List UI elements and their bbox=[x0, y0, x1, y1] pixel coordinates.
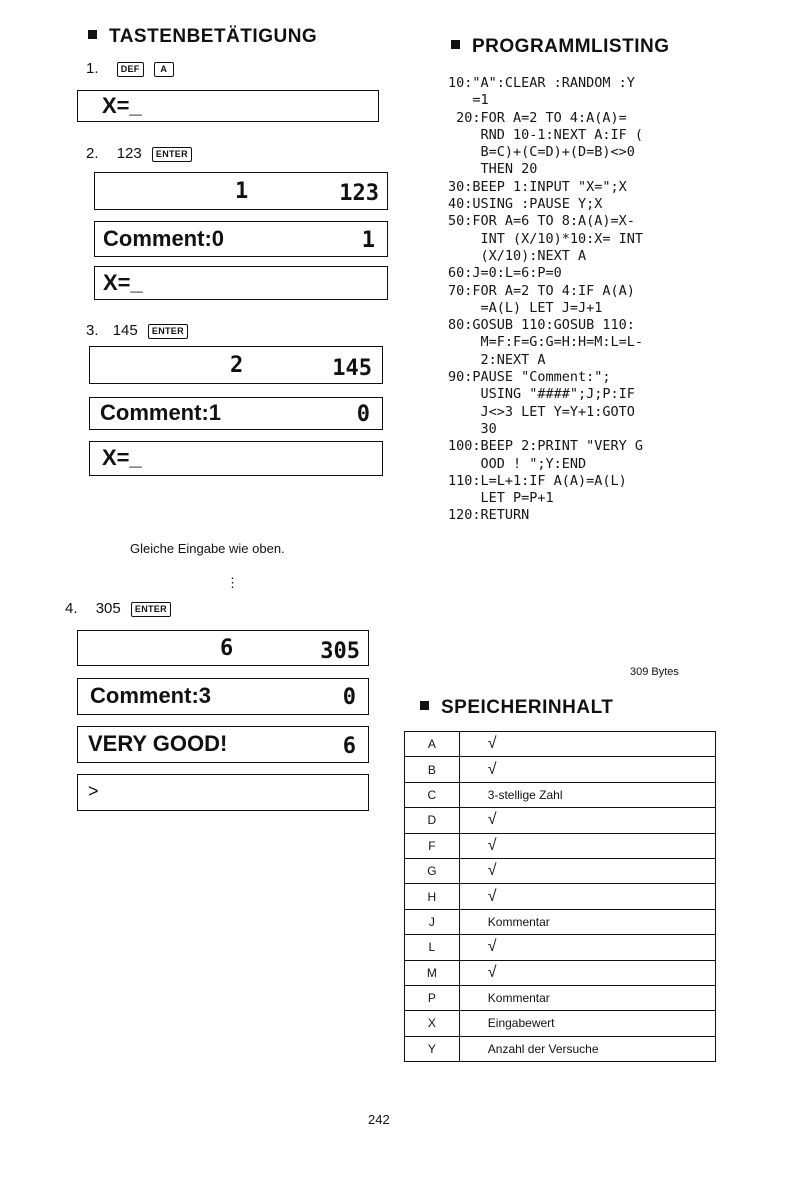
memory-variable: P bbox=[405, 985, 460, 1010]
step-number: 1. bbox=[86, 60, 99, 77]
memory-row bbox=[405, 985, 716, 1010]
bullet-icon bbox=[88, 30, 97, 39]
memory-row bbox=[405, 1011, 716, 1036]
listing-line: 50:FOR A=6 TO 8:A(A)=X- bbox=[448, 213, 635, 230]
listing-line: LET P=P+1 bbox=[448, 490, 554, 507]
listing-line: THEN 20 bbox=[448, 161, 538, 178]
memory-variable: C bbox=[405, 782, 460, 807]
listing-line: RND 10-1:NEXT A:IF ( bbox=[448, 126, 644, 143]
listing-line: =A(L) LET J=J+1 bbox=[448, 299, 603, 316]
memory-row bbox=[405, 833, 716, 858]
memory-table bbox=[404, 731, 716, 1062]
display-comment-1: Comment:1 0 bbox=[89, 397, 383, 430]
listing-line: 10:"A":CLEAR :RANDOM :Y bbox=[448, 75, 635, 91]
listing-line: 70:FOR A=2 TO 4:IF A(A) bbox=[448, 282, 635, 299]
listing-line: J<>3 LET Y=Y+1:GOTO bbox=[448, 403, 635, 420]
def-key: DEF bbox=[117, 62, 144, 77]
memory-row bbox=[405, 782, 716, 807]
listing-line: 80:GOSUB 110:GOSUB 110: bbox=[448, 317, 635, 334]
memory-row bbox=[405, 1036, 716, 1061]
keystroke-heading: TASTENBETÄTIGUNG bbox=[88, 26, 317, 48]
memory-content: Kommentar bbox=[459, 909, 715, 934]
memory-content: 3-stellige Zahl bbox=[459, 782, 715, 807]
listing-line: 2:NEXT A bbox=[448, 351, 546, 368]
listing-line: B=C)+(C=D)+(D=B)<>0 bbox=[448, 144, 635, 161]
memory-variable: G bbox=[405, 858, 460, 883]
display-very-good: VERY GOOD! 6 bbox=[77, 726, 369, 763]
bullet-icon bbox=[420, 701, 429, 710]
memory-row bbox=[405, 909, 716, 934]
memory-content: Anzahl der Versuche bbox=[459, 1036, 715, 1061]
memory-row bbox=[405, 935, 716, 960]
memory-variable: M bbox=[405, 960, 460, 985]
listing-line: OOD ! ";Y:END bbox=[448, 455, 587, 472]
check-icon: √ bbox=[459, 884, 715, 909]
step-3: 3. 145 ENTER bbox=[86, 322, 188, 339]
memory-variable: H bbox=[405, 884, 460, 909]
memory-variable: Y bbox=[405, 1036, 460, 1061]
display-comment-3: Comment:3 0 bbox=[77, 678, 369, 715]
check-icon: √ bbox=[459, 833, 715, 858]
listing-line: 30 bbox=[448, 420, 497, 437]
memory-content: Kommentar bbox=[459, 985, 715, 1010]
memory-variable: X bbox=[405, 1011, 460, 1036]
continuation-dots: ⋮ bbox=[226, 575, 239, 590]
listing-line: 60:J=0:L=6:P=0 bbox=[448, 265, 562, 282]
listing-line: 120:RETURN bbox=[448, 507, 530, 524]
display-x-prompt-2: X=_ bbox=[94, 266, 388, 300]
listing-line: 110:L=L+1:IF A(A)=A(L) bbox=[448, 472, 627, 489]
listing-line: INT (X/10)*10:X= INT bbox=[448, 230, 644, 247]
memory-heading: SPEICHERINHALT bbox=[420, 697, 613, 719]
memory-row bbox=[405, 884, 716, 909]
listing-line: 100:BEEP 2:PRINT "VERY G bbox=[448, 438, 644, 455]
listing-line: 90:PAUSE "Comment:"; bbox=[448, 369, 611, 386]
step-2: 2. 123 ENTER bbox=[86, 145, 192, 162]
display-x-prompt-1: X=_ bbox=[77, 90, 379, 122]
display-x-prompt-3: X=_ bbox=[89, 441, 383, 476]
memory-row bbox=[405, 858, 716, 883]
enter-key: ENTER bbox=[131, 602, 171, 617]
listing-line: M=F:F=G:G=H:H=M:L=L- bbox=[448, 334, 644, 351]
display-123: 1 123 bbox=[94, 172, 388, 210]
check-icon: √ bbox=[459, 808, 715, 833]
memory-row bbox=[405, 808, 716, 833]
byte-count: 309 Bytes bbox=[630, 666, 679, 678]
memory-variable: B bbox=[405, 757, 460, 782]
check-icon: √ bbox=[459, 732, 715, 757]
display-145: 2 145 bbox=[89, 346, 383, 384]
listing-line: 30:BEEP 1:INPUT "X=";X bbox=[448, 178, 627, 195]
memory-content: Eingabewert bbox=[459, 1011, 715, 1036]
check-icon: √ bbox=[459, 858, 715, 883]
memory-variable: L bbox=[405, 935, 460, 960]
step-1 bbox=[86, 60, 174, 77]
listing-line: 40:USING :PAUSE Y;X bbox=[448, 196, 603, 213]
same-input-note: Gleiche Eingabe wie oben. bbox=[130, 541, 285, 556]
memory-row bbox=[405, 960, 716, 985]
step-4: 4. 305 ENTER bbox=[65, 600, 171, 617]
page-number: 242 bbox=[368, 1112, 390, 1127]
enter-key: ENTER bbox=[152, 147, 192, 162]
memory-variable: A bbox=[405, 732, 460, 757]
display-prompt: > bbox=[77, 774, 369, 811]
bullet-icon bbox=[451, 40, 460, 49]
listing-line: 20:FOR A=2 TO 4:A(A)= bbox=[448, 109, 627, 126]
memory-variable: J bbox=[405, 909, 460, 934]
listing-line: (X/10):NEXT A bbox=[448, 247, 587, 264]
display-comment-0: Comment:0 1 bbox=[94, 221, 388, 257]
listing-line: USING "####";J;P:IF bbox=[448, 386, 635, 403]
memory-variable: F bbox=[405, 833, 460, 858]
listing-line: =1 bbox=[448, 92, 489, 109]
check-icon: √ bbox=[459, 935, 715, 960]
memory-row bbox=[405, 757, 716, 782]
enter-key: ENTER bbox=[148, 324, 188, 339]
memory-variable: D bbox=[405, 808, 460, 833]
check-icon: √ bbox=[459, 960, 715, 985]
display-305: 6 305 bbox=[77, 630, 369, 666]
check-icon: √ bbox=[459, 757, 715, 782]
program-listing bbox=[448, 75, 643, 525]
memory-row bbox=[405, 732, 716, 757]
listing-heading: PROGRAMMLISTING bbox=[451, 36, 670, 58]
a-key: A bbox=[154, 62, 174, 77]
